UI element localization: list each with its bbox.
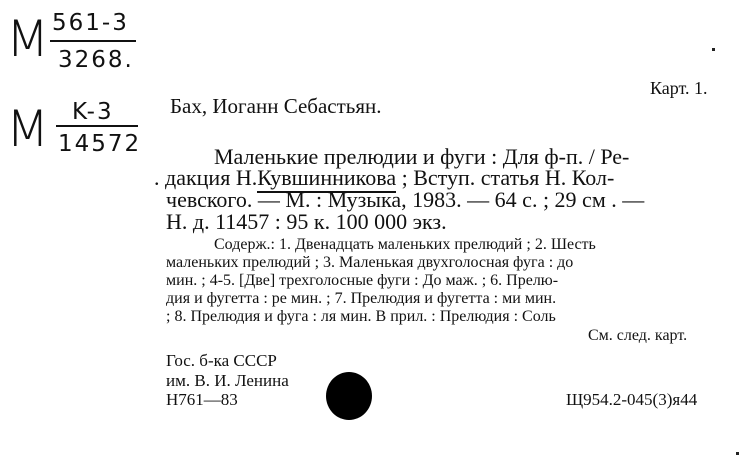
see-next-card: См. след. карт. (588, 327, 688, 344)
contents-line: маленьких прелюдий ; 3. Маленькая двухголосная фуга : до (166, 254, 574, 271)
library-line: им. В. И. Ленина (166, 371, 289, 390)
description-line: чевского. — М. : Музыка, 1983. — 64 с. ; 29 см . — (166, 187, 645, 212)
library-line: Н761—83 (166, 390, 238, 409)
description-line: Н. д. 11457 : 95 к. 100 000 экз. (166, 209, 447, 234)
description-line (154, 167, 614, 189)
shelfmark-numerator: K-3 (72, 99, 114, 125)
contents-line: дия и фугетта : ре мин. ; 7. Прелюдия и фугетта : ми мин. (166, 290, 557, 307)
shelfmark-denominator: 3268. (58, 47, 134, 73)
classification-code: Щ954.2-045(3)я44 (566, 390, 698, 409)
author-heading: Бах, Иоганн Себастьян. (170, 94, 382, 118)
shelfmark-numerator: 561-3 (52, 10, 129, 36)
contents-line: Содерж.: 1. Двенадцать маленьких прелюдий ; 2. Шесть (214, 236, 596, 253)
card-number-label: Карт. 1. (650, 78, 708, 98)
shelfmark-denominator: 14572 (58, 131, 142, 157)
shelfmark-prefix: M (6, 10, 50, 68)
speck (712, 48, 715, 51)
shelfmark-fraction-bar (56, 125, 138, 127)
speck (736, 452, 739, 455)
description-line: Маленькие прелюдии и фуги : Для ф-п. / Ре- (214, 144, 630, 169)
editor-prefix: . дакция Н. (154, 165, 258, 190)
shelfmark-prefix: M (6, 100, 50, 158)
editor-suffix: ; Вступ. статья Н. Кол- (396, 165, 615, 190)
editor-name: Кувшинникова (257, 165, 396, 193)
contents-line: мин. ; 4-5. [Две] трехголосные фуги : До маж. ; 6. Прелю- (166, 272, 559, 289)
contents-line: ; 8. Прелюдия и фуга : ля мин. В прил. : Прелюдия : Соль (166, 308, 556, 325)
ink-blot (326, 372, 372, 420)
shelfmark-fraction-bar (50, 40, 136, 42)
library-line: Гос. б-ка СССР (166, 351, 277, 370)
